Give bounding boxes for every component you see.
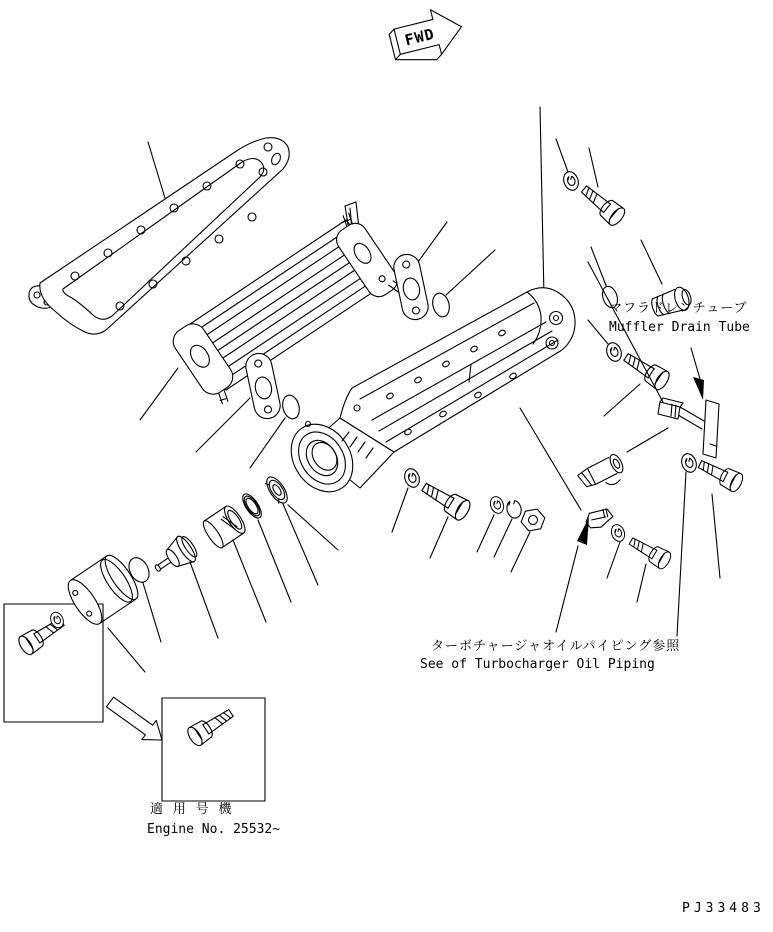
drawing-number: PJ33483	[682, 901, 765, 916]
bottom-fasteners	[402, 467, 546, 532]
muffler-drain-tube	[658, 398, 745, 494]
o-ring-upper	[430, 291, 452, 318]
flange-gasket-left	[243, 351, 282, 421]
washer-2	[488, 495, 506, 515]
piping-clamp	[584, 506, 673, 571]
o-ring-left	[280, 393, 302, 420]
muffler-label-jp: マフラドレンチューブ	[609, 301, 748, 316]
o-ring-cap	[125, 554, 153, 585]
spring-sleeve	[200, 503, 249, 550]
applicability-label-jp: 適 用 号 機	[150, 802, 233, 817]
mounting-bolt	[418, 478, 473, 523]
snap-ring	[505, 499, 523, 520]
valve-seat	[263, 474, 291, 507]
muffler-label-en: Muffler Drain Tube	[609, 320, 750, 335]
washer-top	[561, 170, 581, 193]
oil-piping-nipple	[576, 452, 629, 497]
turbo-label-en: See of Turbocharger Oil Piping	[420, 657, 655, 672]
washer-1	[402, 467, 422, 490]
turbo-arrow	[577, 517, 589, 545]
engine-number-detail-box	[162, 698, 265, 801]
turbo-label-jp: ターボチャージャオイルパイピング参照	[431, 639, 681, 654]
applicability-label-en: Engine No. 25532~	[147, 822, 281, 837]
fwd-label: FWD	[403, 24, 437, 50]
bolt-top	[577, 181, 627, 228]
washer-side	[604, 341, 624, 364]
nut	[519, 508, 546, 532]
flange-gasket-upper	[391, 252, 430, 322]
valve	[148, 532, 201, 581]
seal-ring	[239, 491, 265, 521]
detail-arrow	[106, 697, 162, 740]
thermostat-valve-chain	[62, 474, 291, 629]
muffler-arrow	[693, 377, 704, 400]
fastener-detail-box	[4, 604, 103, 722]
